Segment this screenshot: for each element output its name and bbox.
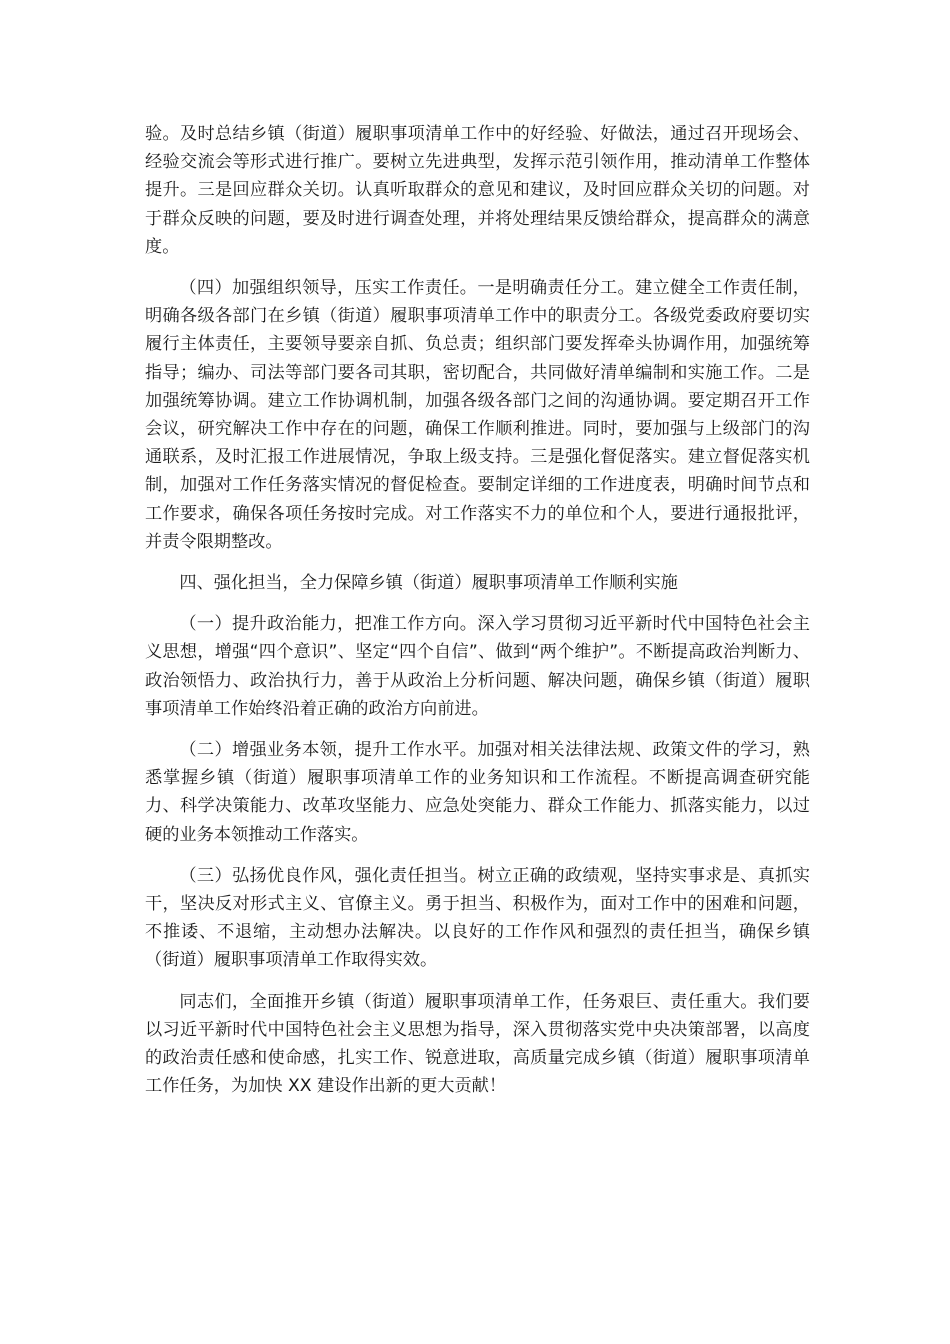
document-page [145,120,810,1114]
paragraph-continuation: 验。及时总结乡镇（街道）履职事项清单工作中的好经验、好做法，通过召开现场会、经验交流会等形式进行推广。要树立先进典型，发挥示范引领作用，推动清单工作整体提升。三是回应群众关切。认真听取群众的意见和建议，及时回应群众关切的问题。对于群众反映的问题，要及时进行调查处理，并将处理结果反馈给群众，提高群众的满意度。 [145,124,810,257]
paragraph-closing: 同志们，全面推开乡镇（街道）履职事项清单工作，任务艰巨、责任重大。我们要以习近平新时代中国特色社会主义思想为指导，深入贯彻落实党中央决策部署，以高度的政治责任感和使命感，扎实工作、锐意进取，高质量完成乡镇（街道）履职事项清单工作任务，为加快 XX 建设作出新的更大贡献！ [145,991,810,1097]
section-heading: 四、强化担当，全力保障乡镇（街道）履职事项清单工作顺利实施 [179,573,678,594]
paragraph-item-2: （二）增强业务本领，提升工作水平。加强对相关法律法规、政策文件的学习，熟悉掌握乡镇（街道）履职事项清单工作的业务知识和工作流程。不断提高调查研究能力、科学决策能力、改革攻坚能力、应急处突能力、群众工作能力、抓落实能力，以过硬的业务本领推动工作落实。 [145,740,810,845]
paragraph-section-4: （四）加强组织领导，压实工作责任。一是明确责任分工。建立健全工作责任制，明确各级各部门在乡镇（街道）履职事项清单工作中的职责分工。各级党委政府要切实履行主体责任，主要领导要亲自抓、负总责；组织部门要发挥牵头协调作用，加强统筹指导；编办、司法等部门要各司其职，密切配合，共同做好清单编制和实施工作。二是加强统筹协调。建立工作协调机制，加强各级各部门之间的沟通协调。要定期召开工作会议，研究解决工作中存在的问题，确保工作顺利推进。同时，要加强与上级部门的沟通联系，及时汇报工作进展情况，争取上级支持。三是强化督促落实。建立督促落实机制，加强对工作任务落实情况的督促检查。要制定详细的工作进度表，明确时间节点和工作要求，确保各项任务按时完成。对工作落实不力的单位和个人，要进行通报批评，并责令限期整改。 [145,278,810,552]
paragraph-item-3: （三）弘扬优良作风，强化责任担当。树立正确的政绩观，坚持实事求是、真抓实干，坚决反对形式主义、官僚主义。勇于担当、积极作为，面对工作中的困难和问题，不推诿、不退缩，主动想办法解决。以良好的工作作风和强烈的责任担当，确保乡镇（街道）履职事项清单工作取得实效。 [145,865,810,971]
paragraph-item-1: （一）提升政治能力，把准工作方向。深入学习贯彻习近平新时代中国特色社会主义思想，增强“四个意识”、坚定“四个自信”、做到“两个维护”。不断提高政治判断力、政治领悟力、政治执行力，善于从政治上分析问题、解决问题，确保乡镇（街道）履职事项清单工作始终沿着正确的政治方向前进。 [145,614,810,719]
